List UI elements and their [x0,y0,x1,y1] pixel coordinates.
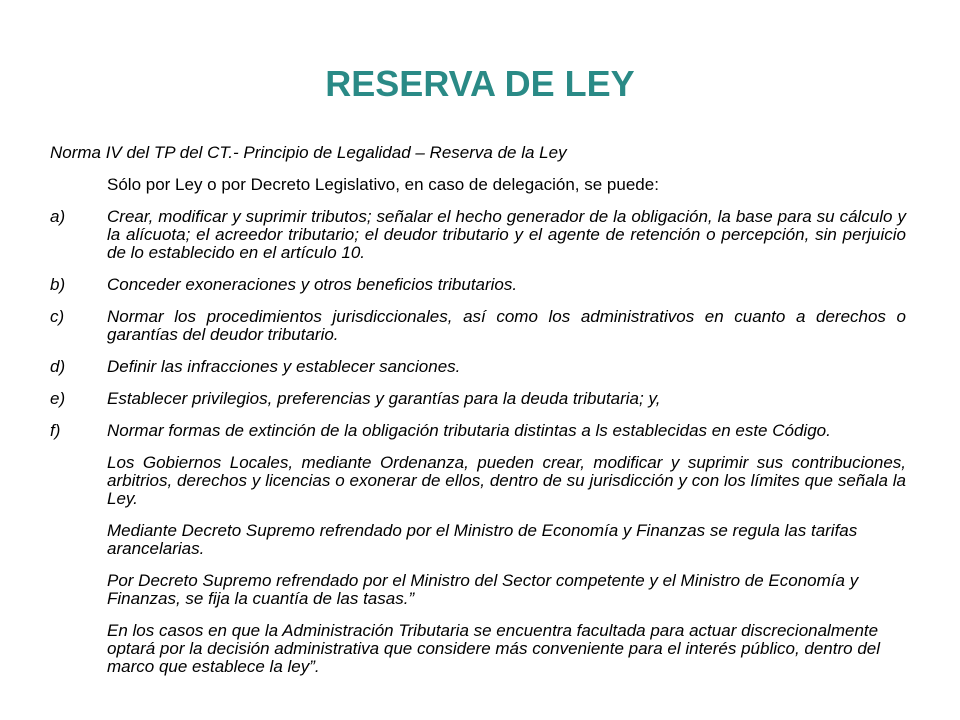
list-item-d [50,358,906,376]
norma-heading: Norma IV del TP del CT.- Principio de Legalidad – Reserva de la Ley [50,143,567,162]
paragraph-gobiernos-locales: Los Gobiernos Locales, mediante Ordenanza, pueden crear, modificar y suprimir sus contribuciones, arbitrios, derechos y licencias o exonerar de ellos, dentro de su jurisdicción y con los límites que señala la Ley. [107,453,906,508]
list-item-f [50,422,906,440]
item-text: Definir las infracciones y establecer sanciones. [107,357,461,376]
paragraph-cuantia-tasas: Por Decreto Supremo refrendado por el Ministro del Sector competente y el Ministro de Economía y Finanzas, se fija la cuantía de las tasas.” [107,571,859,608]
item-text: Normar los procedimientos jurisdiccionales, así como los administrativos en cuanto a derechos o garantías del deudor tributario. [107,307,906,344]
slide-content [50,144,906,690]
intro-line: Sólo por Ley o por Decreto Legislativo, en caso de delegación, se puede: [107,175,659,194]
item-text: Establecer privilegios, preferencias y garantías para la deuda tributaria; y, [107,389,661,408]
list-item-b [50,276,906,294]
item-letter: e) [50,389,66,408]
list-item-c [50,308,906,344]
item-letter: b) [50,275,66,294]
list-item-e [50,390,906,408]
item-letter: a) [50,207,66,226]
item-text: Crear, modificar y suprimir tributos; señalar el hecho generador de la obligación, la base para su cálculo y la alícuota; el acreedor tributario; el deudor tributario y el agente de retención o percepción, sin perjuicio de lo establecido en el artículo 10. [107,207,906,262]
item-letter: d) [50,357,66,376]
item-letter: f) [50,421,61,440]
slide-title: RESERVA DE LEY [325,63,635,104]
item-text: Conceder exoneraciones y otros beneficios tributarios. [107,275,518,294]
list-item-a [50,208,906,262]
item-letter: c) [50,307,65,326]
paragraph-tarifas-arancelarias: Mediante Decreto Supremo refrendado por el Ministro de Economía y Finanzas se regula las tarifas arancelarias. [107,521,858,558]
item-text: Normar formas de extinción de la obligación tributaria distintas a ls establecidas en este Código. [107,421,831,440]
paragraph-discrecionalidad: En los casos en que la Administración Tributaria se encuentra facultada para actuar discrecionalmente optará por la decisión administrativa que considere más conveniente para el interés público, dentro del marco que establece la ley”. [107,621,881,676]
